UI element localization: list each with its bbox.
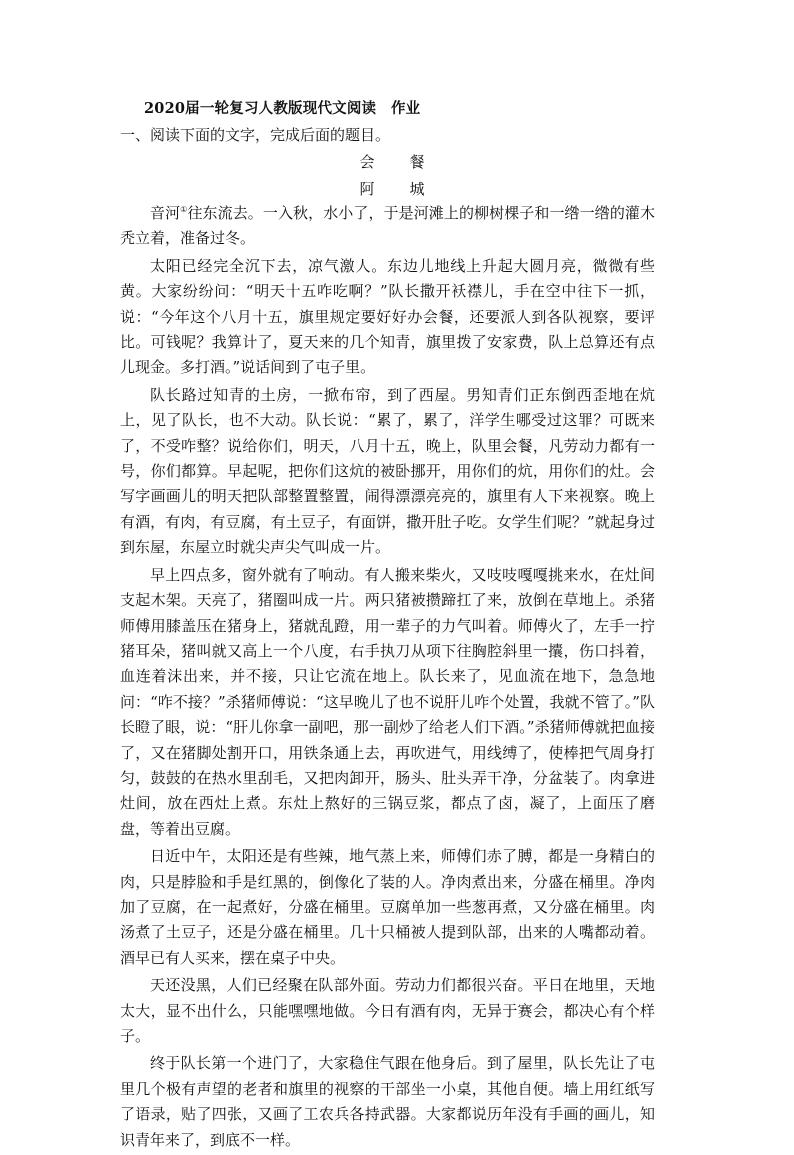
document-title: 2020届一轮复习人教版现代文阅读 作业: [144, 100, 421, 117]
paragraph-1: [120, 201, 655, 252]
paragraph-6: 天还没黑，人们已经聚在队部外面。劳动力们都很兴奋。平日在地里，天地太大，显不出什么，只能嘿嘿地做。今日有酒有肉，无异于赛会，都决心有个样子。: [120, 976, 655, 1045]
river-name: 音河: [150, 204, 181, 222]
paragraph-1-text: 往东流去。一入秋，水小了，于是河滩上的柳树棵子和一绺一绺的灌木秃立着，准备过冬。: [120, 204, 655, 248]
paragraph-2: 太阳已经完全沉下去，凉气激人。东边儿地线上升起大圆月亮，微微有些黄。大家纷纷问：“明天十五咋吃啊？”队长撒开袄襟儿，手在空中往下一抓，说：“今年这个八月十五，旗里规定要好好办会餐，还要派人到各队视察，要评比。可钱呢？我算计了，夏天来的几个知青，旗里拨了安家费，队上总算还有点儿现金。多打酒。”说话间到了屯子里。: [120, 256, 655, 377]
paragraph-4: 早上四点多，窗外就有了响动。有人搬来柴火，又吱吱嘎嘎挑来水，在灶间支起木架。天亮了，猪圈叫成一片。两只猪被攒蹄扛了来，放倒在草地上。杀猪师傅用膝盖压在猪身上，猪就乱蹬，用一辈子的力气叫着。师傅火了，左手一拧猪耳朵，猪叫就又高上一个八度，右手执刀从项下往胸腔斜里一攮，伤口抖着，血连着沫出来，并不接，只让它流在地上。队长来了，见血流在地下，急急地问：“咋不接？”杀猪师傅说：“这早晚儿了也不说肝儿咋个处置，我就不管了。”队长瞪了眼，说：“肝儿你拿一副吧，那一副炒了给老人们下酒。”杀猪师傅就把血接了，又在猪脚处割开口，用铁条通上去，再吹进气，用线缚了，使棒把气周身打匀，鼓鼓的在热水里刮毛，又把肉卸开，肠头、肚头弄干净，分盆装了。肉拿进灶间，放在西灶上煮。东灶上熬好的三锅豆浆，都点了卤，凝了，上面压了磨盘，等着出豆腐。: [120, 565, 655, 838]
article-title: 会 餐: [359, 153, 435, 171]
footnote-marker: ①: [180, 205, 188, 214]
article-body: [120, 201, 655, 1155]
article-author: 阿 城: [359, 180, 435, 198]
paragraph-7: 终于队长第一个进门了，大家稳住气跟在他身后。到了屋里，队长先让了屯里几个极有声望的老者和旗里的视察的干部坐一小桌，其他自便。墙上用红纸写了语录，贴了四张，又画了工农兵各持武器。大家都说历年没有手画的画儿，知识青年来了，到底不一样。: [120, 1054, 655, 1149]
paragraph-3: 队长路过知青的土房，一掀布帘，到了西屋。男知青们正东倒西歪地在炕上，见了队长，也不大动。队长说：“累了，累了，洋学生哪受过这罪？可既来了，不受咋整？说给你们，明天，八月十五，晚上，队里会餐，凡劳动力都有一号，你们都算。早起呢，把你们这炕的被卧挪开，用你们的炕，用你们的灶。会写字画画儿的明天把队部整置整置，闹得漂漂亮亮的，旗里有人下来视察。晚上有酒，有肉，有豆腐，有土豆子，有面饼，撒开肚子吃。女学生们呢？”就起身过到东屋，东屋立时就尖声尖气叫成一片。: [120, 385, 655, 557]
paragraph-5: 日近中午，太阳还是有些辣，地气蒸上来，师傅们赤了膊，都是一身精白的肉，只是脖脸和手是红黑的，倒像化了装的人。净肉煮出来，分盛在桶里。净肉加了豆腐，在一起煮好，分盛在桶里。豆腐单加一些葱再煮，又分盛在桶里。肉汤煮了土豆子，还是分盛在桶里。几十只桶被人提到队部，出来的人嘴都动着。酒早已有人买来，摆在桌子中央。: [120, 847, 655, 967]
section-instruction: 一、阅读下面的文字，完成后面的题目。: [120, 126, 391, 144]
